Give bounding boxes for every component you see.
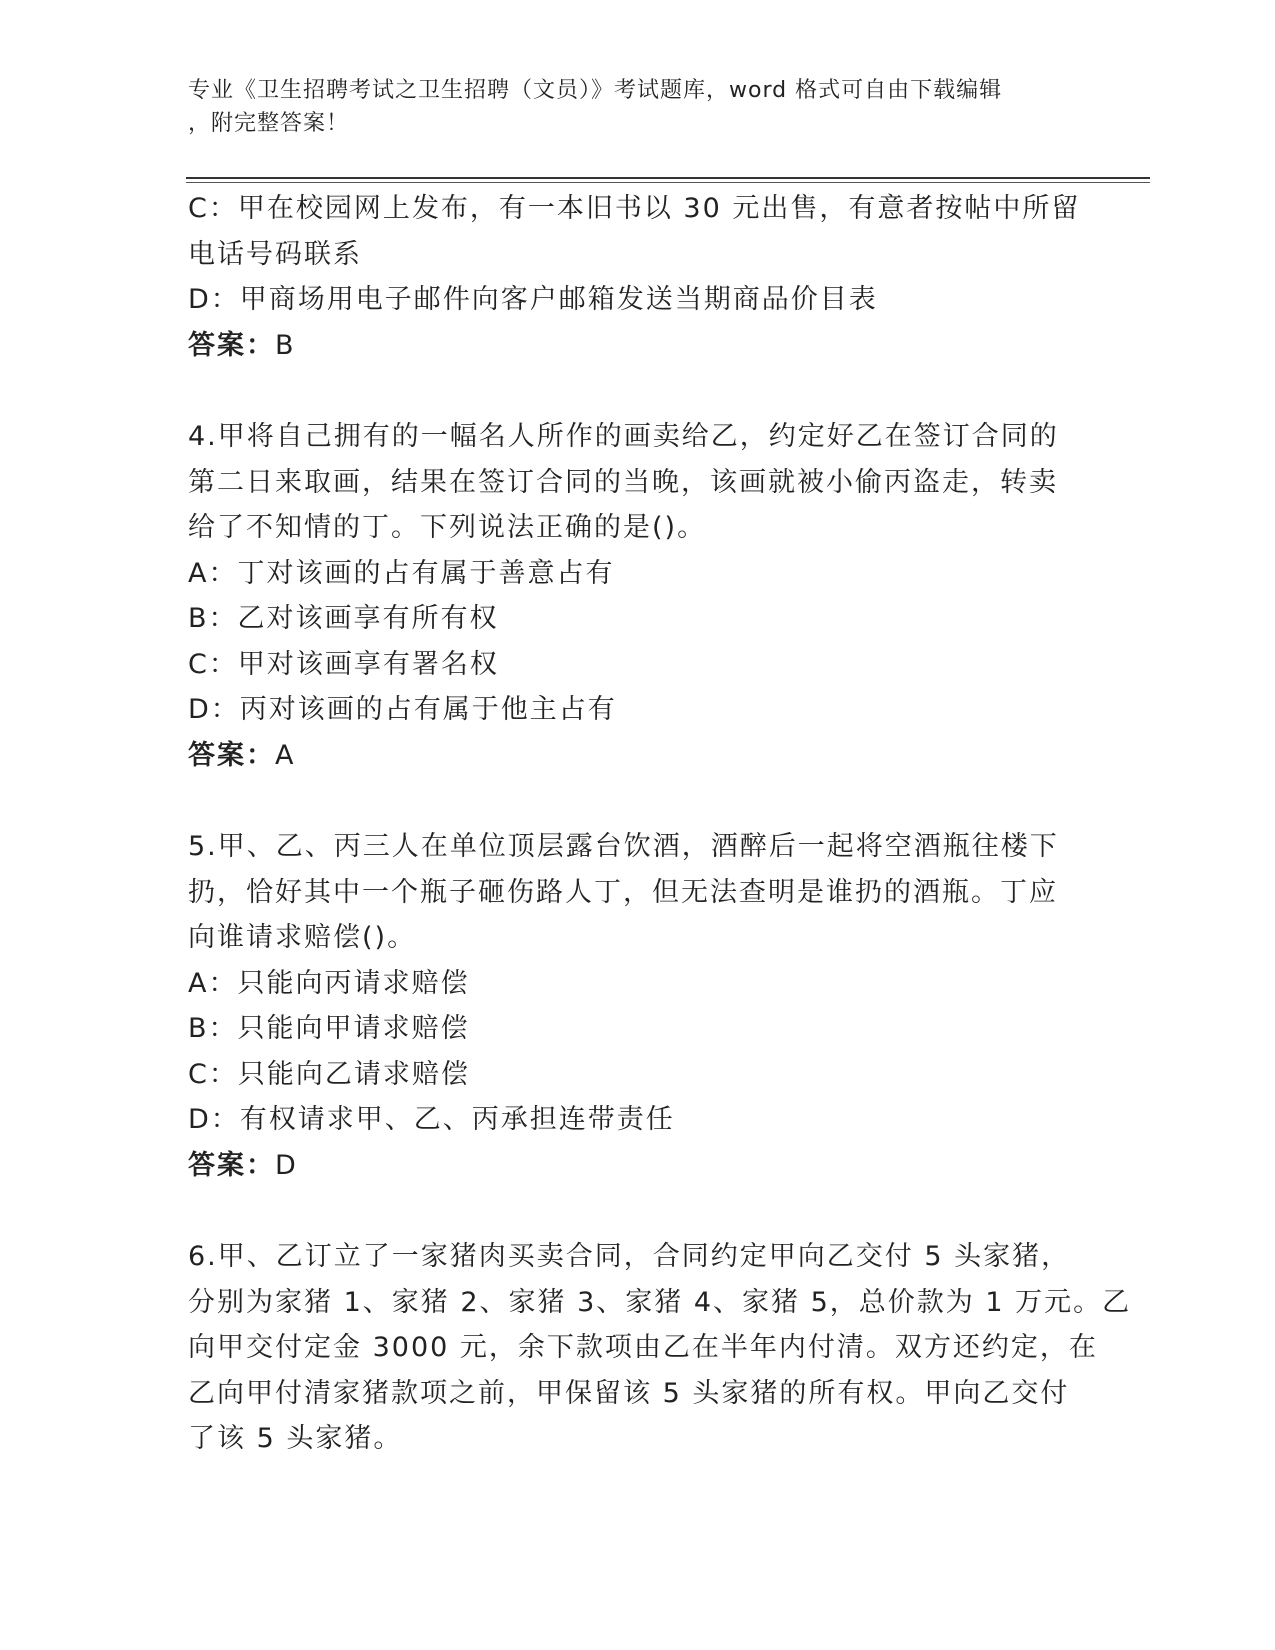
option-line: D：丙对该画的占有属于他主占有: [188, 694, 617, 725]
header-line: 专业《卫生招聘考试之卫生招聘（文员）》考试题库，word 格式可自由下载编辑: [188, 78, 1003, 103]
block-spacer: [188, 778, 1088, 824]
question-text-line: 了该 5 头家猪。: [188, 1423, 403, 1454]
option-line: C：甲在校园网上发布，有一本旧书以 30 元出售，有意者按帖中所留: [188, 193, 1081, 224]
option-line: 电话号码联系: [188, 238, 362, 270]
answer-label: 答案：: [188, 1149, 275, 1181]
answer-value: D: [275, 1149, 298, 1181]
page-header: [188, 74, 1068, 140]
option-line: D：有权请求甲、乙、丙承担连带责任: [188, 1104, 675, 1135]
answer-label: 答案：: [188, 739, 275, 771]
block-spacer: [188, 368, 1088, 414]
question-text-line: 向谁请求赔偿()。: [188, 922, 417, 953]
answer-value: A: [275, 739, 296, 771]
question-text-line: 6.甲、乙订立了一家猪肉买卖合同，合同约定甲向乙交付 5 头家猪，: [188, 1241, 1071, 1272]
question-block: [188, 824, 1088, 1188]
option-line: A：只能向丙请求赔偿: [188, 967, 470, 999]
answer-line: [188, 1143, 1088, 1189]
option-line: D：甲商场用电子邮件向客户邮箱发送当期商品价目表: [188, 284, 878, 315]
question-content: [188, 186, 1132, 1462]
question-text-line: 向甲交付定金 3000 元，余下款项由乙在半年内付清。双方还约定，在: [188, 1332, 1098, 1363]
question-text-line: 给了不知情的丁。下列说法正确的是()。: [188, 512, 707, 543]
option-line: B：乙对该画享有所有权: [188, 603, 499, 634]
question-text-line: 扔，恰好其中一个瓶子砸伤路人丁，但无法查明是谁扔的酒瓶。丁应: [188, 876, 1058, 908]
block-spacer: [188, 1188, 1088, 1234]
question-text-line: 第二日来取画，结果在签订合同的当晚，该画就被小偷丙盗走，转卖: [188, 466, 1058, 498]
option-line: A：丁对该画的占有属于善意占有: [188, 557, 615, 589]
header-divider-thin: [186, 182, 1150, 183]
answer-line: [188, 733, 1088, 779]
question-text-line: 乙向甲付清家猪款项之前，甲保留该 5 头家猪的所有权。甲向乙交付: [188, 1377, 1070, 1409]
option-line: C：甲对该画享有署名权: [188, 648, 499, 680]
question-block: [188, 1234, 1132, 1462]
header-divider: [186, 177, 1150, 179]
option-line: C：只能向乙请求赔偿: [188, 1058, 470, 1090]
question-block: [188, 186, 1088, 368]
question-text-line: 分别为家猪 1、家猪 2、家猪 3、家猪 4、家猪 5，总价款为 1 万元。乙: [188, 1286, 1132, 1318]
question-text-line: 5.甲、乙、丙三人在单位顶层露台饮酒，酒醉后一起将空酒瓶往楼下: [188, 831, 1059, 862]
option-line: B：只能向甲请求赔偿: [188, 1013, 470, 1044]
question-text-line: 4.甲将自己拥有的一幅名人所作的画卖给乙，约定好乙在签订合同的: [188, 421, 1059, 452]
answer-label: 答案：: [188, 329, 275, 361]
question-block: [188, 414, 1088, 778]
answer-value: B: [275, 329, 296, 361]
header-line: ，附完整答案！: [188, 111, 350, 136]
answer-line: [188, 323, 1088, 369]
